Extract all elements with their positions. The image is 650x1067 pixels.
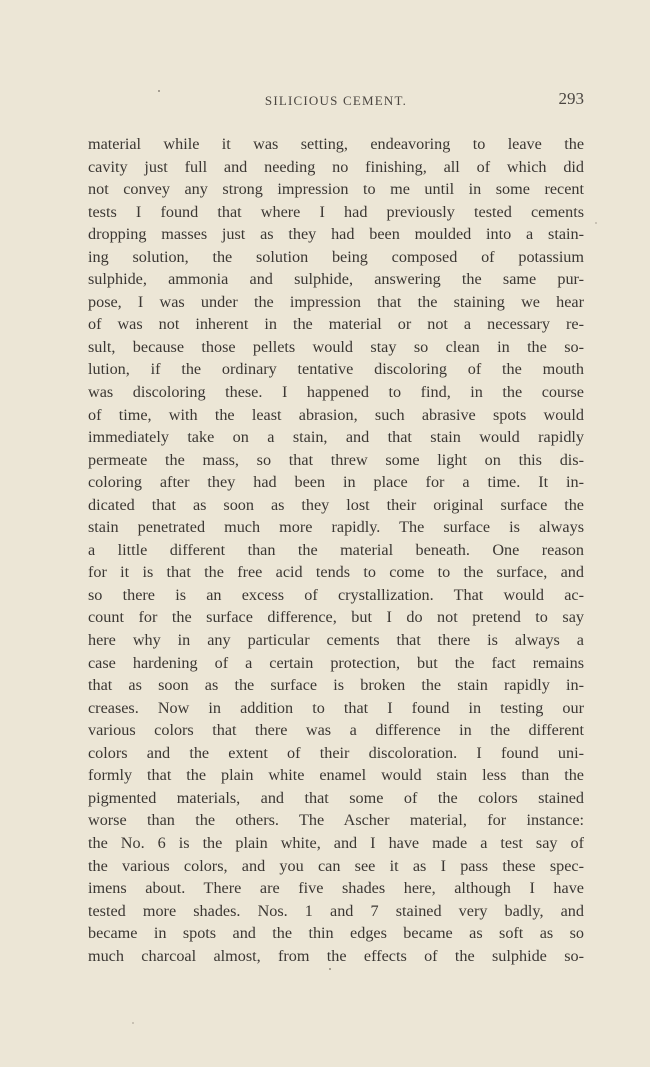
text-line: dropping masses just as they had been moulded into a stain- <box>88 225 584 244</box>
page-number: 293 <box>558 89 584 108</box>
text-line: the No. 6 is the plain white, and I have made a test say of <box>88 833 584 852</box>
text-line: immediately take on a stain, and that stain would rapidly <box>88 428 584 447</box>
text-line: was discoloring these. I happened to find, in the course <box>88 383 584 402</box>
text-line: ing solution, the solution being composed of potassium <box>88 247 584 266</box>
paper-speck <box>595 222 597 224</box>
text-line: coloring after they had been in place for a time. It in- <box>88 473 584 492</box>
text-line: dicated that as soon as they lost their original surface the <box>88 495 584 514</box>
paper-speck <box>329 968 331 970</box>
text-line: imens about. There are five shades here, although I have <box>88 879 584 898</box>
text-line: material while it was setting, endeavoring to leave the <box>88 135 584 153</box>
running-title: SILICIOUS CEMENT. <box>264 93 408 108</box>
text-line: permeate the mass, so that threw some light on this dis- <box>88 450 584 469</box>
text-line: count for the surface difference, but I do not pretend to say <box>88 608 584 627</box>
text-line: of time, with the least abrasion, such abrasive spots would <box>88 405 584 424</box>
text-line: that as soon as the surface is broken the stain rapidly in- <box>88 676 584 695</box>
text-line: pigmented materials, and that some of the colors stained <box>88 788 584 807</box>
text-line: stain penetrated much more rapidly. The surface is always <box>88 518 584 537</box>
text-line: sult, because those pellets would stay so clean in the so- <box>88 337 584 356</box>
text-line: formly that the plain white enamel would stain less than the <box>88 766 584 785</box>
text-line: so there is an excess of crystallization. That would ac- <box>88 585 584 604</box>
text-line: cavity just full and needing no finishing, all of which did <box>88 157 584 176</box>
text-line: much charcoal almost, from the effects of the sulphide so- <box>88 946 584 965</box>
text-line: of was not inherent in the material or not a necessary re- <box>88 315 584 334</box>
running-head <box>88 90 584 112</box>
text-line: case hardening of a certain protection, but the fact remains <box>88 653 584 672</box>
text-line: pose, I was under the impression that the staining we hear <box>88 292 584 311</box>
text-line: various colors that there was a difference in the different <box>88 721 584 740</box>
body-text <box>88 133 584 967</box>
text-line: for it is that the free acid tends to come to the surface, and <box>88 563 584 582</box>
paper-speck <box>158 90 160 92</box>
text-line: colors and the extent of their discoloration. I found uni- <box>88 743 584 762</box>
text-line: a little different than the material beneath. One reason <box>88 540 584 559</box>
text-line: not convey any strong impression to me until in some recent <box>88 180 584 199</box>
text-line: the various colors, and you can see it as I pass these spec- <box>88 856 584 875</box>
text-line: tested more shades. Nos. 1 and 7 stained very badly, and <box>88 901 584 920</box>
paper-speck <box>132 1022 134 1024</box>
text-line: lution, if the ordinary tentative discoloring of the mouth <box>88 360 584 379</box>
text-line: became in spots and the thin edges became as soft as so <box>88 924 584 943</box>
text-line: tests I found that where I had previously tested cements <box>88 202 584 221</box>
text-line: creases. Now in addition to that I found in testing our <box>88 698 584 717</box>
text-line: here why in any particular cements that there is always a <box>88 631 584 650</box>
text-line: sulphide, ammonia and sulphide, answering the same pur- <box>88 270 584 289</box>
text-line: worse than the others. The Ascher material, for instance: <box>88 811 584 830</box>
